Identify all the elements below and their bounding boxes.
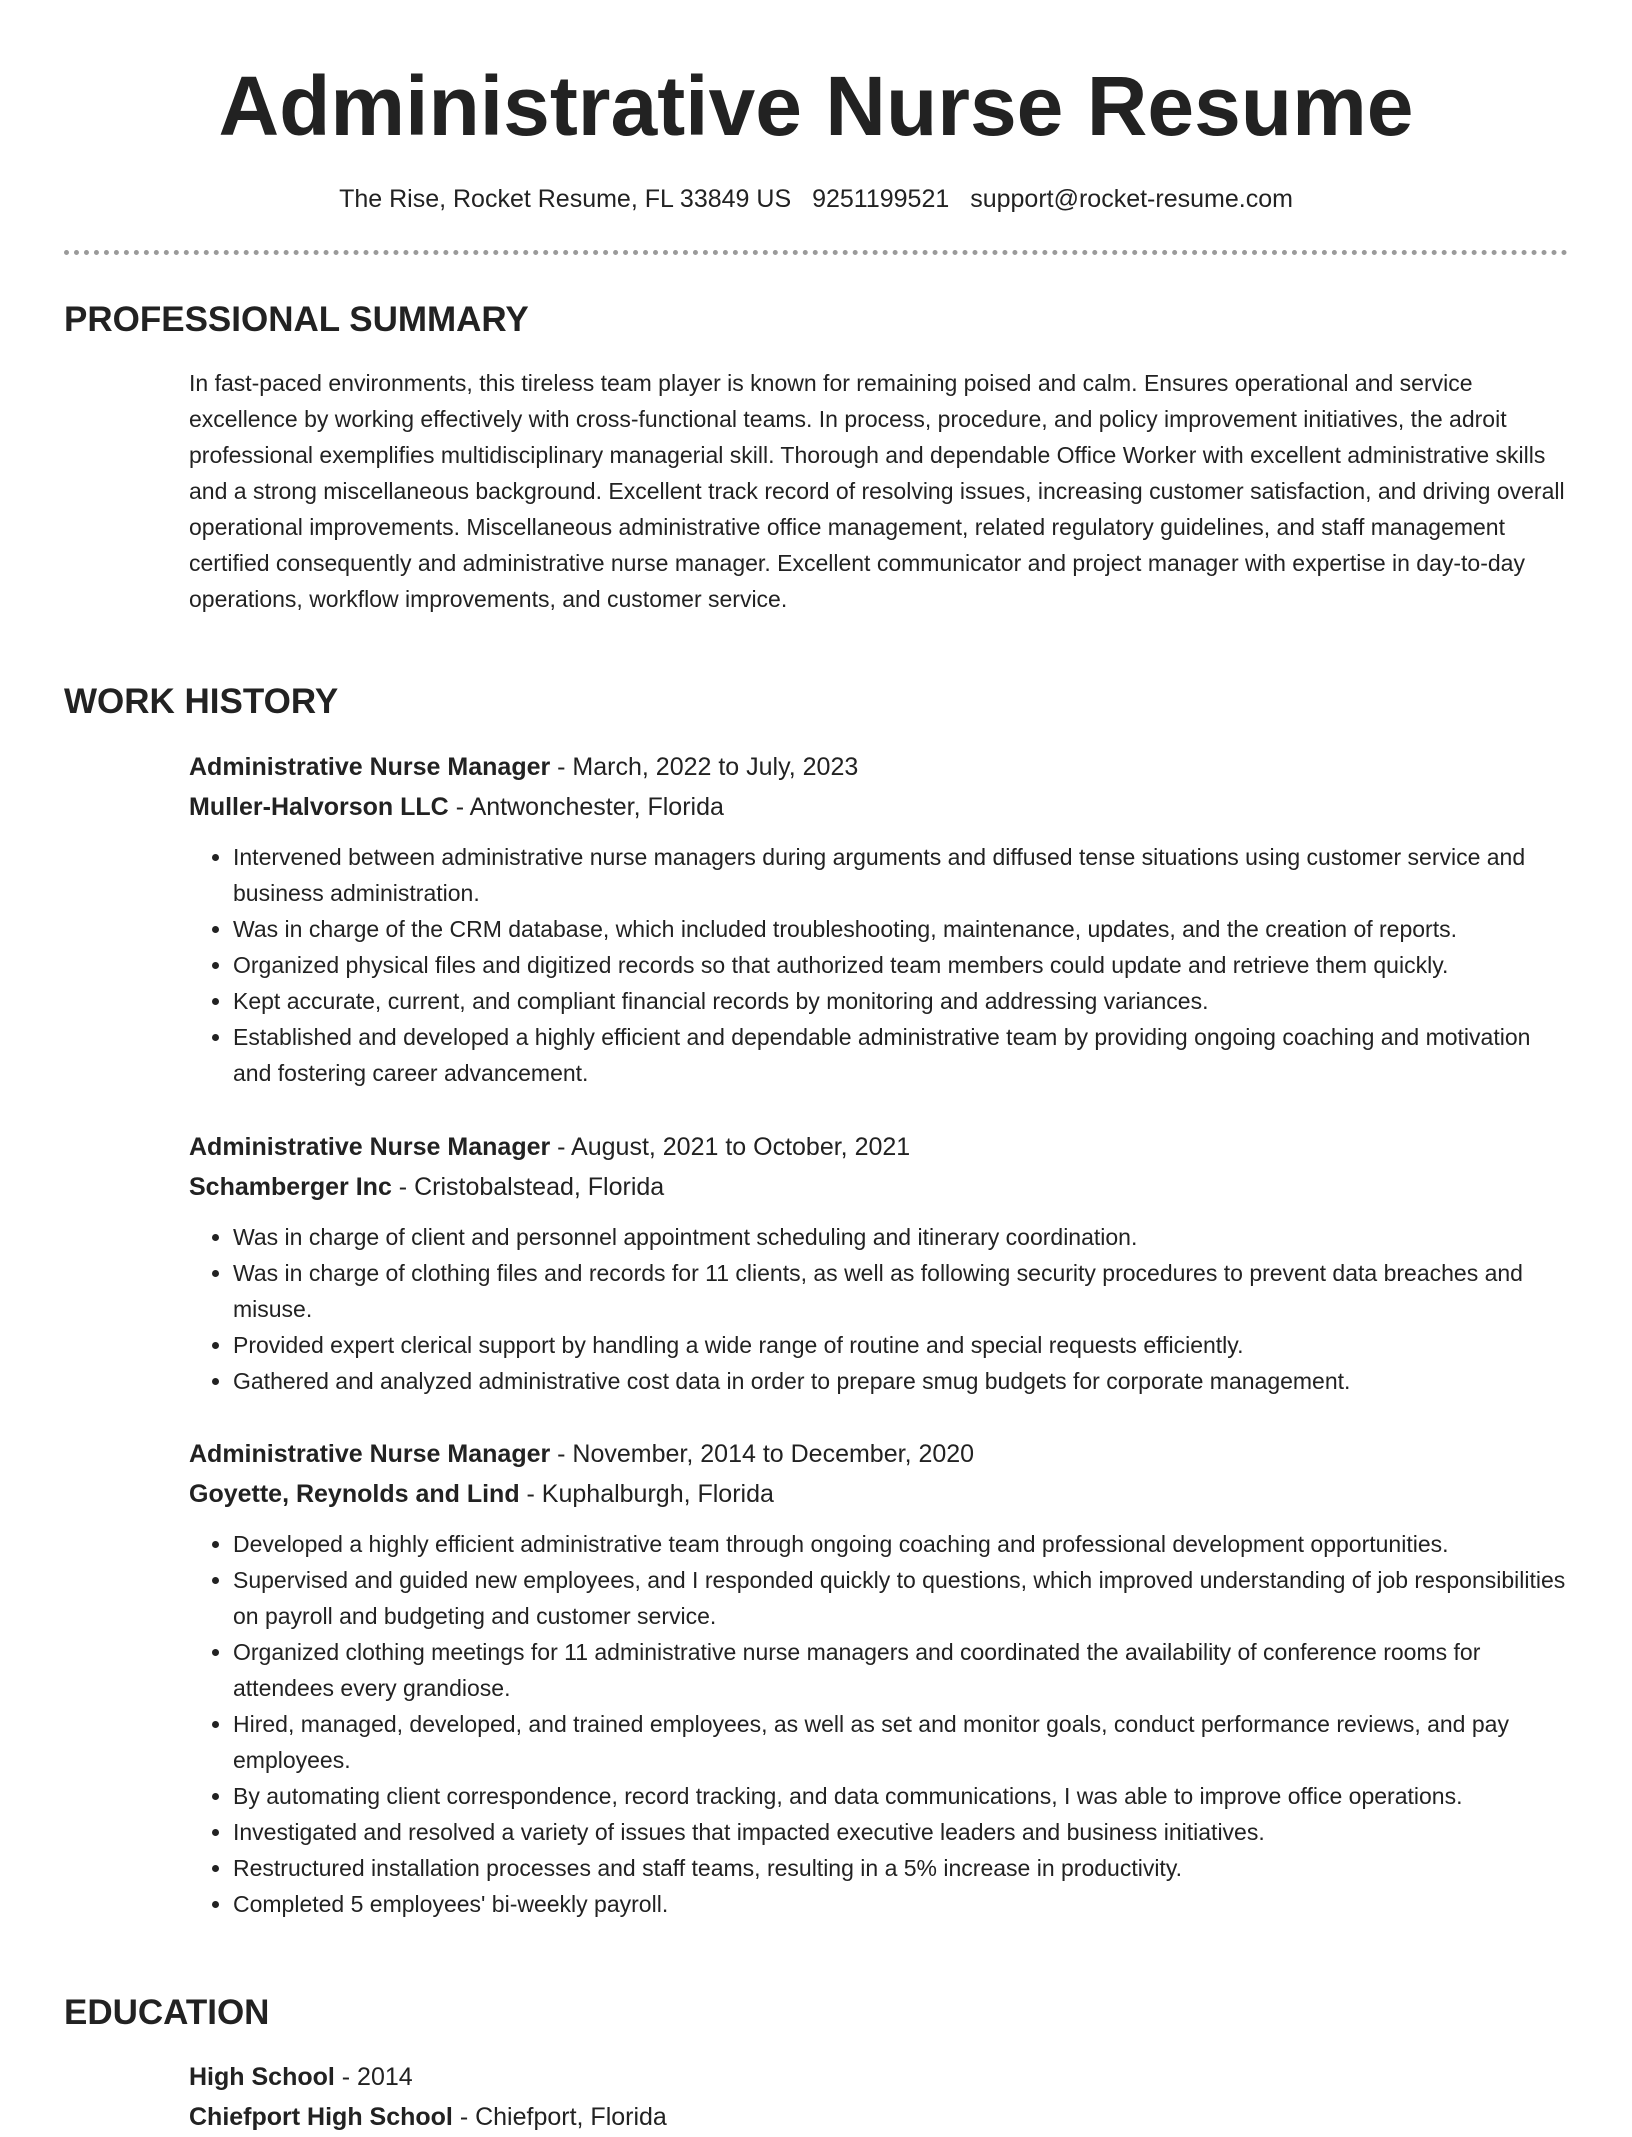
- job-bullet: • Provided expert clerical support by handling a wide range of routine and special requests efficiently.: [233, 1327, 1569, 1363]
- job-bullets: [189, 1526, 1569, 1922]
- job-title: Administrative Nurse Manager: [189, 1133, 551, 1161]
- job-dates: - November, 2014 to December, 2020: [550, 1440, 975, 1468]
- job-company-line: [189, 1474, 1569, 1514]
- job-bullet: • Investigated and resolved a variety of issues that impacted executive leaders and business initiatives.: [233, 1814, 1569, 1850]
- job-location: - Antwonchester, Florida: [448, 793, 724, 821]
- education-entry: [189, 2057, 1569, 2137]
- job-company-line: [189, 1167, 1569, 1207]
- education-degree: High School: [189, 2063, 335, 2091]
- job-title-line: [189, 1434, 1569, 1474]
- education-location: - Chiefport, Florida: [452, 2103, 667, 2131]
- job-bullets: [189, 839, 1569, 1091]
- job-company: Schamberger Inc: [189, 1173, 392, 1201]
- job-title-line: [189, 747, 1569, 787]
- job-entry: [189, 1434, 1569, 1922]
- contact-phone: 9251199521: [812, 185, 950, 213]
- work-history-heading: WORK HISTORY: [64, 682, 339, 721]
- job-bullet: • By automating client correspondence, record tracking, and data communications, I was able to improve office operations.: [233, 1778, 1569, 1814]
- summary-text: In fast-paced environments, this tireless team player is known for remaining poised and calm. Ensures operational and service excellence by working effectively with cross-functional teams. In process, procedure, and policy improvement initiatives, the adroit professional exemplifies multidisciplinary managerial skill. Thorough and dependable Office Worker with excellent administrative skills and a strong miscellaneous background. Excellent track record of resolving issues, increasing customer satisfaction, and driving overall operational improvements. Miscellaneous administrative office management, related regulatory guidelines, and staff management certified consequently and administrative nurse manager. Excellent communicator and project manager with expertise in day-to-day operations, workflow improvements, and customer service.: [189, 370, 1565, 612]
- job-bullet: • Organized physical files and digitized records so that authorized team members could update and retrieve them quickly.: [233, 947, 1569, 983]
- education-school: Chiefport High School: [189, 2103, 453, 2131]
- contact-email: support@rocket-resume.com: [970, 185, 1293, 213]
- job-bullet: • Intervened between administrative nurse managers during arguments and diffused tense situations using customer service and business administration.: [233, 839, 1569, 911]
- job-dates: - March, 2022 to July, 2023: [550, 753, 859, 781]
- job-location: - Kuphalburgh, Florida: [519, 1480, 774, 1508]
- job-location: - Cristobalstead, Florida: [391, 1173, 665, 1201]
- job-bullet: • Kept accurate, current, and compliant financial records by monitoring and addressing variances.: [233, 983, 1569, 1019]
- job-bullet: • Was in charge of the CRM database, which included troubleshooting, maintenance, updates, and the creation of reports.: [233, 911, 1569, 947]
- summary-heading: PROFESSIONAL SUMMARY: [64, 300, 529, 339]
- job-bullet: • Gathered and analyzed administrative cost data in order to prepare smug budgets for corporate management.: [233, 1363, 1569, 1399]
- job-company: Muller-Halvorson LLC: [189, 793, 449, 821]
- job-entry: [189, 747, 1569, 1091]
- contact-address: The Rise, Rocket Resume, FL 33849 US: [339, 185, 792, 213]
- job-bullet: • Developed a highly efficient administrative team through ongoing coaching and professional development opportunities.: [233, 1526, 1569, 1562]
- job-title: Administrative Nurse Manager: [189, 1440, 551, 1468]
- job-title: Administrative Nurse Manager: [189, 753, 551, 781]
- job-bullets: [189, 1219, 1569, 1399]
- page-title: Administrative Nurse Resume: [218, 59, 1414, 153]
- job-bullet: • Restructured installation processes and staff teams, resulting in a 5% increase in productivity.: [233, 1850, 1569, 1886]
- job-bullet: • Established and developed a highly efficient and dependable administrative team by providing ongoing coaching and motivation and fostering career advancement.: [233, 1019, 1569, 1091]
- summary-section: [189, 365, 1569, 617]
- job-bullet: • Supervised and guided new employees, and I responded quickly to questions, which improved understanding of job responsibilities on payroll and budgeting and customer service.: [233, 1562, 1569, 1634]
- contact-line: [0, 182, 1632, 216]
- job-bullet: • Completed 5 employees' bi-weekly payroll.: [233, 1886, 1569, 1922]
- job-bullet: • Hired, managed, developed, and trained employees, as well as set and monitor goals, conduct performance reviews, and pay employees.: [233, 1706, 1569, 1778]
- job-dates: - August, 2021 to October, 2021: [550, 1133, 911, 1161]
- job-bullet: • Was in charge of client and personnel appointment scheduling and itinerary coordination.: [233, 1219, 1569, 1255]
- job-bullet: • Was in charge of clothing files and records for 11 clients, as well as following security procedures to prevent data breaches and misuse.: [233, 1255, 1569, 1327]
- education-year: - 2014: [334, 2063, 413, 2091]
- education-degree-line: [189, 2057, 1569, 2097]
- job-company: Goyette, Reynolds and Lind: [189, 1480, 520, 1508]
- education-school-line: [189, 2097, 1569, 2137]
- job-bullet: • Organized clothing meetings for 11 administrative nurse managers and coordinated the availability of conference rooms for attendees every grandiose.: [233, 1634, 1569, 1706]
- header-divider: [64, 250, 1568, 255]
- job-title-line: [189, 1127, 1569, 1167]
- job-company-line: [189, 787, 1569, 827]
- education-heading: EDUCATION: [64, 1993, 270, 2032]
- job-entry: [189, 1127, 1569, 1399]
